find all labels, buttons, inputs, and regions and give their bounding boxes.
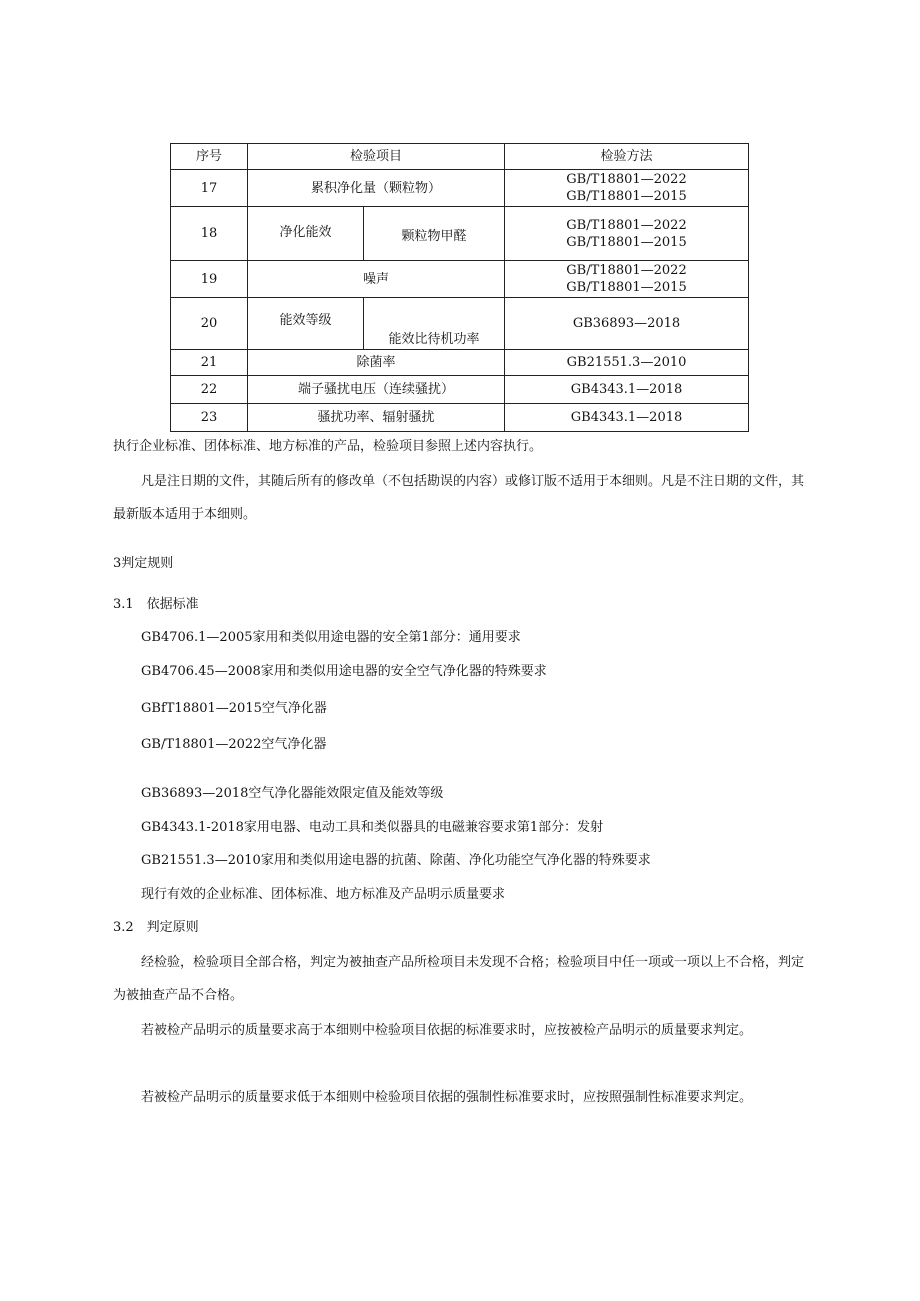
method-line: GB/T18801—2022 xyxy=(566,263,687,278)
row-item: 骚扰功率、辐射骚扰 xyxy=(248,404,505,432)
table-row xyxy=(171,350,749,376)
principle-paragraph: 若被检产品明示的质量要求低于本细则中检验项目依据的强制性标准要求时，应按照强制性标准要求判定。 xyxy=(141,1090,753,1105)
row-no: 19 xyxy=(171,261,248,298)
row-no: 17 xyxy=(171,170,248,207)
row-methods xyxy=(505,376,749,404)
section-3-2-title: 3.2 判定原则 xyxy=(113,920,199,935)
method-line: GB/T18801—2015 xyxy=(566,234,687,250)
table-row xyxy=(171,207,749,261)
principle-paragraph: 若被检产品明示的质量要求高于本细则中检验项目依据的标准要求时，应按被检产品明示的质量要求判定。 xyxy=(141,1023,753,1038)
table-row xyxy=(171,376,749,404)
row-methods xyxy=(505,404,749,432)
row-item: 除菌率 xyxy=(248,350,505,376)
row-item: 能效等级 xyxy=(248,298,364,350)
method-line: GB4343.1—2018 xyxy=(570,382,683,397)
row-methods xyxy=(505,261,749,298)
table-row xyxy=(171,298,749,350)
header-method: 检验方法 xyxy=(505,144,749,170)
standard-item: GB/T18801—2022空气净化器 xyxy=(141,737,327,752)
table-row xyxy=(171,261,749,298)
principle-paragraph: 经检验，检验项目全部合格，判定为被抽查产品所检项目未发现不合格；检验项目中任一项或一项以上不合格，判定为被抽查产品不合格。 xyxy=(113,955,805,1003)
method-line: GB36893—2018 xyxy=(572,316,681,331)
header-no: 序号 xyxy=(171,144,248,170)
row-item: 端子骚扰电压（连续骚扰） xyxy=(248,376,505,404)
row-item: 噪声 xyxy=(248,261,505,298)
row-no: 20 xyxy=(171,298,248,350)
method-line: GB4343.1—2018 xyxy=(570,410,683,425)
standard-item: GB4343.1-2018家用电器、电动工具和类似器具的电磁兼容要求第1部分：发射 xyxy=(141,820,604,835)
method-line: GB/T18801—2022 xyxy=(566,217,687,233)
row-subitem: 能效比待机功率 xyxy=(364,298,505,350)
table-row xyxy=(171,404,749,432)
row-methods xyxy=(505,350,749,376)
header-item: 检验项目 xyxy=(248,144,505,170)
standard-item: GB21551.3—2010家用和类似用途电器的抗菌、除菌、净化功能空气净化器的特殊要求 xyxy=(141,853,651,868)
row-item: 净化能效 xyxy=(248,207,364,261)
method-line: GB21551.3—2010 xyxy=(566,355,687,370)
section-3-1-title: 3.1 依据标准 xyxy=(113,597,199,612)
row-methods xyxy=(505,170,749,207)
row-methods xyxy=(505,298,749,350)
standard-item: GB4706.1—2005家用和类似用途电器的安全第1部分：通用要求 xyxy=(141,630,521,645)
row-no: 22 xyxy=(171,376,248,404)
row-no: 23 xyxy=(171,404,248,432)
table-row xyxy=(171,170,749,207)
row-subitem: 颗粒物甲醛 xyxy=(364,207,505,261)
table-header-row xyxy=(171,144,749,170)
method-line: GB/T18801—2022 xyxy=(566,172,687,187)
table-note: 执行企业标准、团体标准、地方标准的产品，检验项目参照上述内容执行。 xyxy=(113,439,543,454)
method-line: GB/T18801—2015 xyxy=(566,189,687,204)
standard-item: GB36893—2018空气净化器能效限定值及能效等级 xyxy=(141,786,444,801)
standard-item: 现行有效的企业标准、团体标准、地方标准及产品明示质量要求 xyxy=(141,887,506,902)
standard-item: GB4706.45—2008家用和类似用途电器的安全空气净化器的特殊要求 xyxy=(141,664,547,679)
standard-item: GBfT18801—2015空气净化器 xyxy=(141,701,327,716)
method-line: GB/T18801—2015 xyxy=(566,280,687,295)
row-no: 18 xyxy=(171,207,248,261)
inspection-table xyxy=(170,143,749,432)
row-item: 累积净化量（颗粒物） xyxy=(248,170,505,207)
row-no: 21 xyxy=(171,350,248,376)
row-methods xyxy=(505,207,749,261)
reference-paragraph: 凡是注日期的文件，其随后所有的修改单（不包括勘误的内容）或修订版不适用于本细则。凡是不注日期的文件，其最新版本适用于本细则。 xyxy=(113,474,805,522)
section-3-title: 3判定规则 xyxy=(113,556,174,571)
